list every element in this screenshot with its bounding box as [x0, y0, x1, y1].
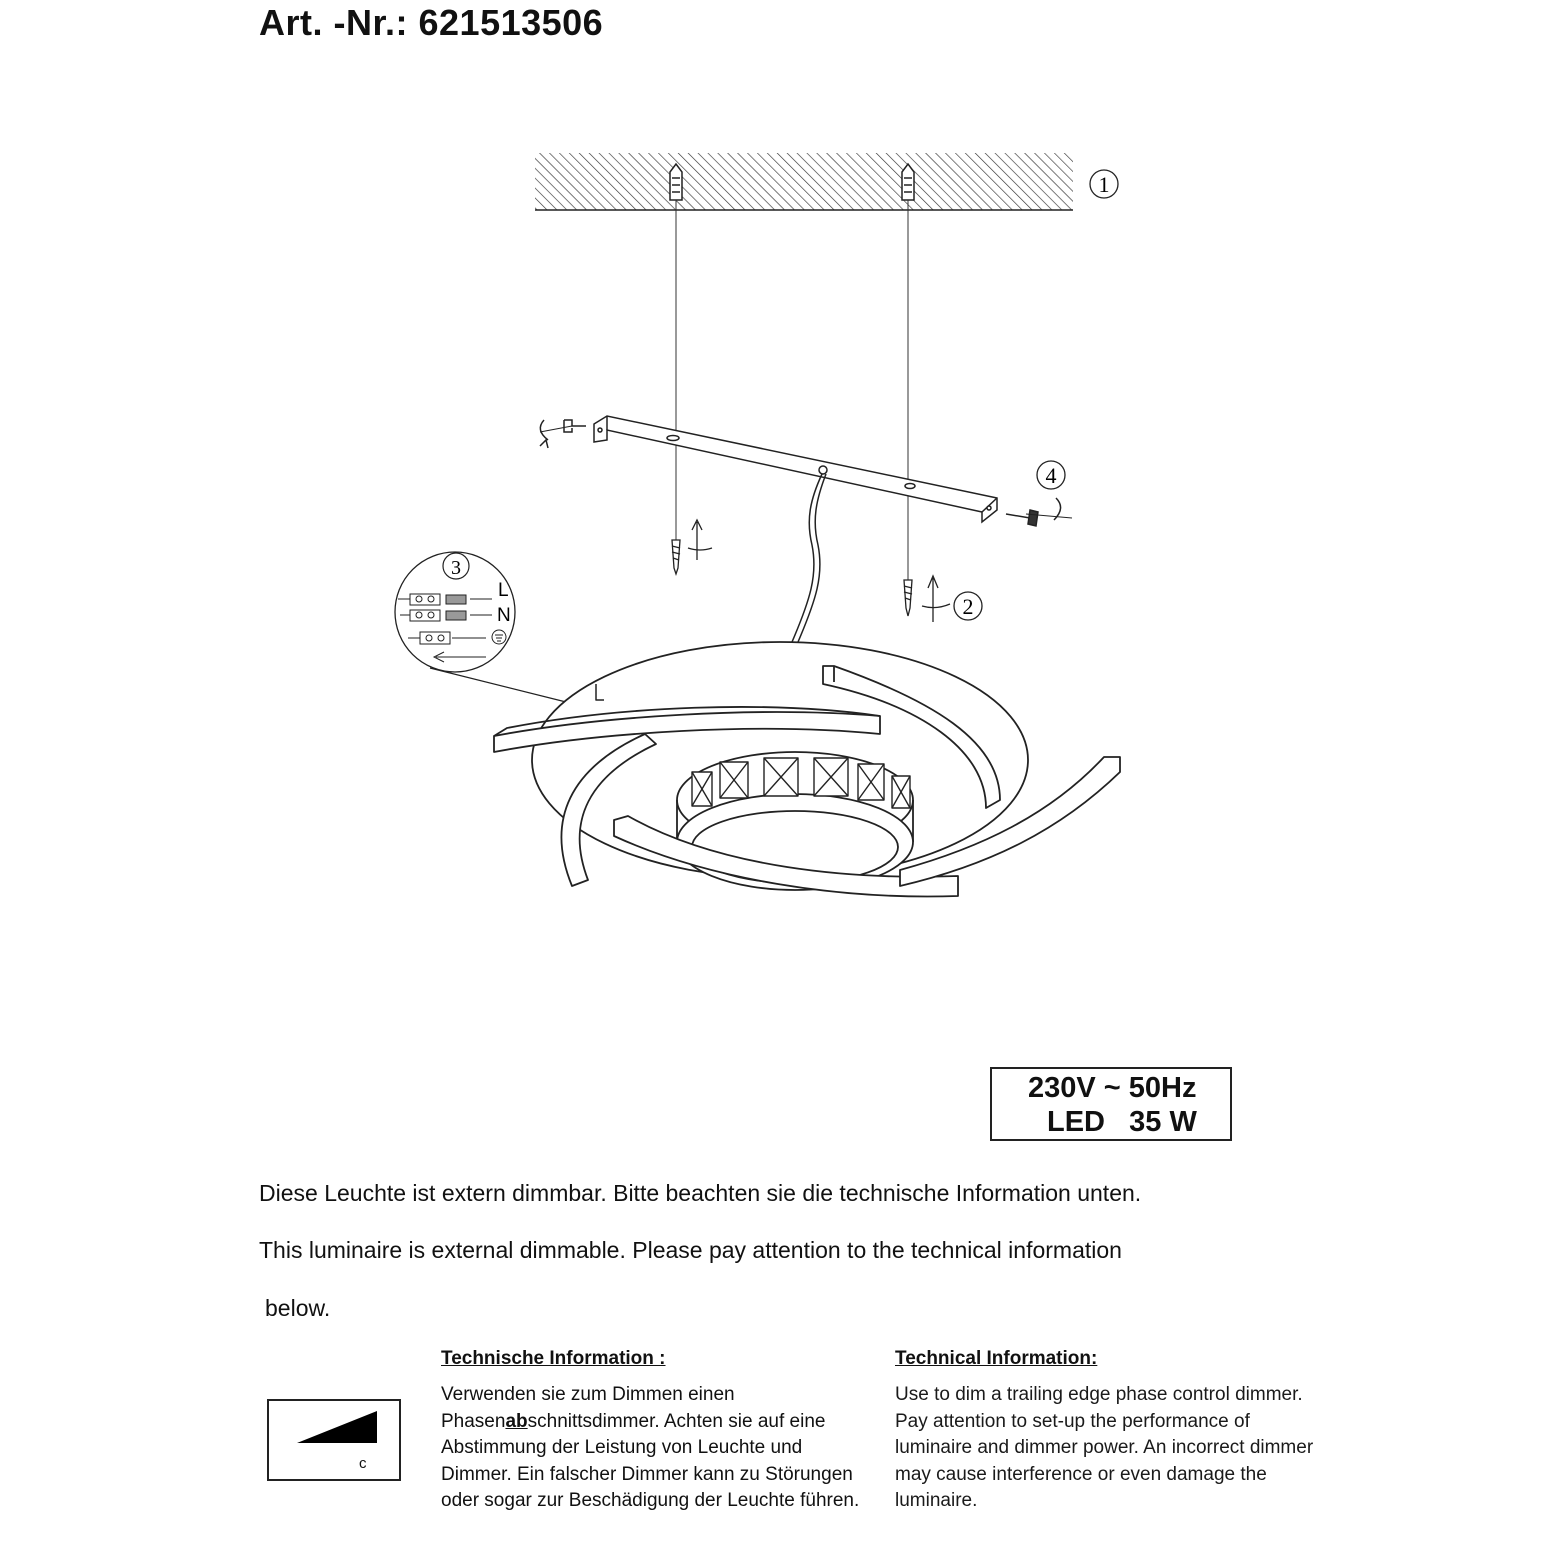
power-cable — [792, 474, 826, 642]
step-marker-2 — [954, 592, 982, 620]
ceiling — [535, 153, 1073, 210]
svg-text:4: 4 — [1045, 463, 1057, 488]
electrical-spec-box — [990, 1067, 1232, 1141]
trailing-edge-icon — [269, 1401, 399, 1479]
luminaire — [494, 642, 1120, 897]
wall-plug-left — [670, 164, 682, 200]
dimmer-symbol-label: c — [359, 1455, 367, 1472]
bracket-screw-right — [1006, 498, 1072, 526]
bracket-screw-left — [540, 420, 586, 448]
wiring-detail — [395, 552, 566, 702]
live-label: L — [498, 580, 509, 601]
dimmer-symbol — [267, 1399, 401, 1481]
note-english-continued: below. — [265, 1295, 331, 1321]
mounting-bracket — [594, 416, 997, 522]
technical-info-body-en: Use to dim a trailing edge phase control dimmer. Pay attention to set-up the performance of luminaire and dimmer power. An incorrect dimmer may cause interference or even damage the luminaire. — [895, 1384, 1314, 1511]
svg-text:2: 2 — [962, 594, 974, 619]
step-marker-1 — [1090, 170, 1118, 198]
svg-text:1: 1 — [1098, 172, 1110, 197]
alignment-lines — [676, 200, 908, 580]
ceiling-screw-left — [672, 520, 712, 574]
led-power: LED 35 W — [1047, 1106, 1197, 1138]
note-german: Diese Leuchte ist extern dimmbar. Bitte beachten sie die technische Information unten. — [259, 1180, 1142, 1206]
note-english: This luminaire is external dimmable. Please pay attention to the technical information — [259, 1237, 1122, 1263]
step-marker-4 — [1037, 461, 1065, 489]
wall-plug-right — [902, 164, 914, 200]
technical-info-heading-de: Technische Information : — [441, 1348, 666, 1369]
article-number: Art. -Nr.: 621513506 — [259, 2, 604, 43]
neutral-label: N — [497, 605, 511, 626]
svg-text:3: 3 — [451, 557, 461, 579]
technical-info-body-de: Verwenden sie zum Dimmen einen Phasenabschnittsdimmer. Achten sie auf eine Abstimmung der Leistung von Leuchte und Dimmer. Ein falscher Dimmer kann zu Störungen oder sogar zur Beschädigung der Leuchte führen. — [441, 1384, 860, 1511]
ceiling-screw-right — [904, 576, 950, 622]
technical-info-heading-en: Technical Information: — [895, 1348, 1098, 1369]
voltage-frequency: 230V ~ 50Hz — [1028, 1072, 1197, 1104]
